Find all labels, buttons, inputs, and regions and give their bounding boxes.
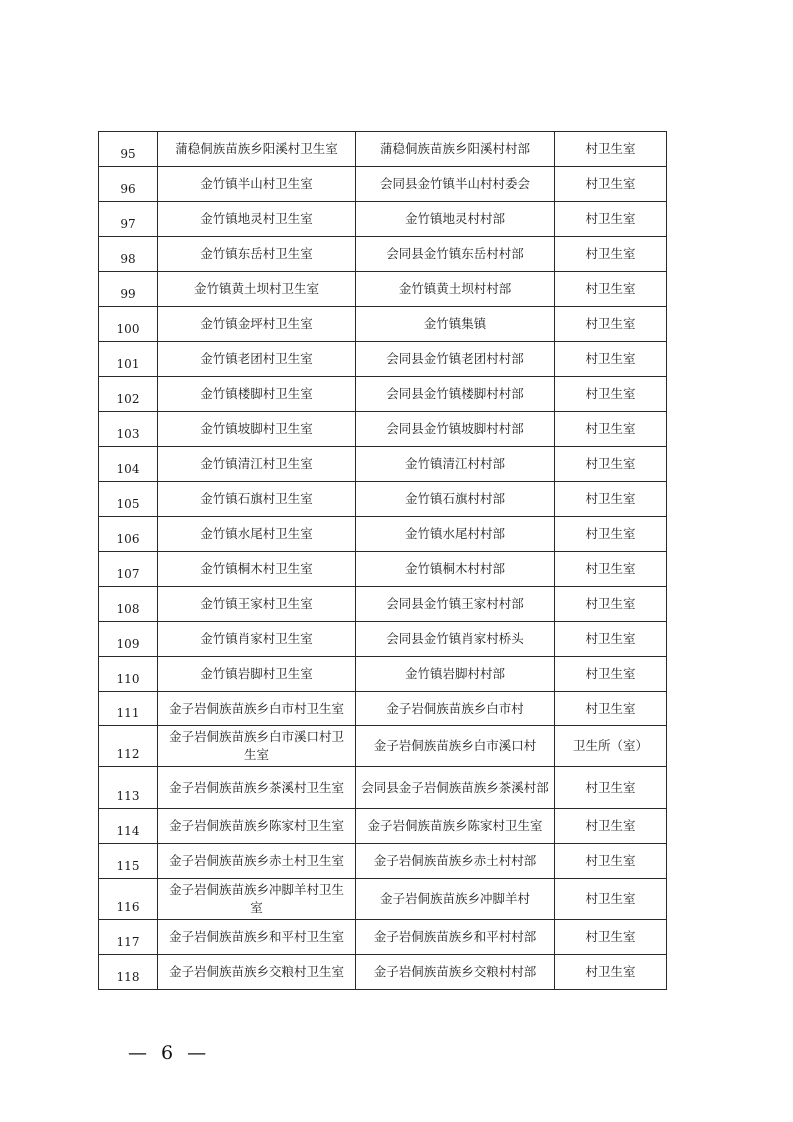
- facility-name: 金子岩侗族苗族乡陈家村卫生室: [158, 809, 356, 844]
- facility-type: 村卫生室: [555, 879, 667, 920]
- table-row: [99, 307, 667, 342]
- page-number: — 6 —: [128, 1042, 211, 1064]
- row-number: 115: [99, 844, 158, 879]
- table-row: [99, 726, 667, 767]
- row-number: 96: [99, 167, 158, 202]
- facility-table: [98, 131, 667, 990]
- table-row: [99, 657, 667, 692]
- facility-name: 金竹镇清江村卫生室: [158, 447, 356, 482]
- facility-address: 金竹镇集镇: [356, 307, 555, 342]
- facility-type: 村卫生室: [555, 955, 667, 990]
- facility-type: 村卫生室: [555, 447, 667, 482]
- facility-name: 金子岩侗族苗族乡交粮村卫生室: [158, 955, 356, 990]
- facility-type: 村卫生室: [555, 920, 667, 955]
- facility-name: 金竹镇王家村卫生室: [158, 587, 356, 622]
- facility-name: 金竹镇坡脚村卫生室: [158, 412, 356, 447]
- row-number: 99: [99, 272, 158, 307]
- facility-name: 金竹镇东岳村卫生室: [158, 237, 356, 272]
- row-number: 107: [99, 552, 158, 587]
- table-row: [99, 412, 667, 447]
- facility-address: 金子岩侗族苗族乡白市溪口村: [356, 726, 555, 767]
- facility-name: 金子岩侗族苗族乡赤土村卫生室: [158, 844, 356, 879]
- facility-address: 金竹镇清江村村部: [356, 447, 555, 482]
- facility-address: 金子岩侗族苗族乡陈家村卫生室: [356, 809, 555, 844]
- facility-table-body: [99, 132, 667, 990]
- facility-type: 村卫生室: [555, 167, 667, 202]
- table-row: [99, 920, 667, 955]
- facility-address: 金子岩侗族苗族乡冲脚羊村: [356, 879, 555, 920]
- table-row: [99, 552, 667, 587]
- row-number: 98: [99, 237, 158, 272]
- facility-type: 村卫生室: [555, 272, 667, 307]
- row-number: 114: [99, 809, 158, 844]
- table-row: [99, 622, 667, 657]
- facility-address: 金子岩侗族苗族乡赤土村村部: [356, 844, 555, 879]
- facility-address: 会同县金竹镇老团村村部: [356, 342, 555, 377]
- facility-address: 金子岩侗族苗族乡和平村村部: [356, 920, 555, 955]
- facility-address: 蒲稳侗族苗族乡阳溪村村部: [356, 132, 555, 167]
- facility-name: 金竹镇老团村卫生室: [158, 342, 356, 377]
- facility-type: 村卫生室: [555, 809, 667, 844]
- facility-type: 村卫生室: [555, 412, 667, 447]
- row-number: 95: [99, 132, 158, 167]
- facility-address: 金竹镇岩脚村村部: [356, 657, 555, 692]
- facility-address: 会同县金竹镇东岳村村部: [356, 237, 555, 272]
- facility-name: 金子岩侗族苗族乡茶溪村卫生室: [158, 767, 356, 809]
- facility-address: 会同县金竹镇半山村村委会: [356, 167, 555, 202]
- facility-name: 金竹镇桐木村卫生室: [158, 552, 356, 587]
- row-number: 118: [99, 955, 158, 990]
- facility-name: 金竹镇石旗村卫生室: [158, 482, 356, 517]
- row-number: 110: [99, 657, 158, 692]
- facility-name: 金竹镇半山村卫生室: [158, 167, 356, 202]
- facility-type: 村卫生室: [555, 237, 667, 272]
- row-number: 100: [99, 307, 158, 342]
- facility-address: 金竹镇地灵村村部: [356, 202, 555, 237]
- facility-name: 金子岩侗族苗族乡白市溪口村卫生室: [158, 726, 356, 767]
- row-number: 97: [99, 202, 158, 237]
- table-row: [99, 342, 667, 377]
- row-number: 111: [99, 692, 158, 726]
- table-row: [99, 237, 667, 272]
- facility-type: 卫生所（室）: [555, 726, 667, 767]
- facility-address: 金竹镇黄土坝村村部: [356, 272, 555, 307]
- row-number: 104: [99, 447, 158, 482]
- facility-type: 村卫生室: [555, 132, 667, 167]
- facility-type: 村卫生室: [555, 767, 667, 809]
- facility-address: 金竹镇桐木村村部: [356, 552, 555, 587]
- table-row: [99, 517, 667, 552]
- facility-name: 金竹镇水尾村卫生室: [158, 517, 356, 552]
- facility-name: 金子岩侗族苗族乡冲脚羊村卫生室: [158, 879, 356, 920]
- facility-type: 村卫生室: [555, 342, 667, 377]
- row-number: 101: [99, 342, 158, 377]
- facility-address: 会同县金竹镇王家村村部: [356, 587, 555, 622]
- table-row: [99, 879, 667, 920]
- facility-type: 村卫生室: [555, 377, 667, 412]
- facility-name: 金竹镇肖家村卫生室: [158, 622, 356, 657]
- table-row: [99, 132, 667, 167]
- facility-address: 金子岩侗族苗族乡交粮村村部: [356, 955, 555, 990]
- facility-name: 蒲稳侗族苗族乡阳溪村卫生室: [158, 132, 356, 167]
- row-number: 105: [99, 482, 158, 517]
- facility-type: 村卫生室: [555, 844, 667, 879]
- table-row: [99, 767, 667, 809]
- table-row: [99, 202, 667, 237]
- row-number: 106: [99, 517, 158, 552]
- facility-address: 会同县金竹镇肖家村桥头: [356, 622, 555, 657]
- facility-type: 村卫生室: [555, 587, 667, 622]
- table-row: [99, 447, 667, 482]
- facility-type: 村卫生室: [555, 552, 667, 587]
- facility-type: 村卫生室: [555, 482, 667, 517]
- facility-type: 村卫生室: [555, 517, 667, 552]
- facility-type: 村卫生室: [555, 202, 667, 237]
- facility-type: 村卫生室: [555, 307, 667, 342]
- facility-name: 金竹镇地灵村卫生室: [158, 202, 356, 237]
- table-row: [99, 587, 667, 622]
- facility-name: 金子岩侗族苗族乡白市村卫生室: [158, 692, 356, 726]
- table-row: [99, 809, 667, 844]
- row-number: 117: [99, 920, 158, 955]
- facility-name: 金竹镇金坪村卫生室: [158, 307, 356, 342]
- facility-name: 金竹镇楼脚村卫生室: [158, 377, 356, 412]
- facility-name: 金竹镇黄土坝村卫生室: [158, 272, 356, 307]
- table-row: [99, 167, 667, 202]
- row-number: 109: [99, 622, 158, 657]
- facility-name: 金子岩侗族苗族乡和平村卫生室: [158, 920, 356, 955]
- facility-address: 会同县金竹镇楼脚村村部: [356, 377, 555, 412]
- row-number: 108: [99, 587, 158, 622]
- facility-type: 村卫生室: [555, 692, 667, 726]
- row-number: 112: [99, 726, 158, 767]
- facility-type: 村卫生室: [555, 622, 667, 657]
- facility-address: 金子岩侗族苗族乡白市村: [356, 692, 555, 726]
- facility-type: 村卫生室: [555, 657, 667, 692]
- facility-address: 会同县金子岩侗族苗族乡茶溪村部: [356, 767, 555, 809]
- table-row: [99, 482, 667, 517]
- table-row: [99, 955, 667, 990]
- row-number: 116: [99, 879, 158, 920]
- table-row: [99, 272, 667, 307]
- table-row: [99, 377, 667, 412]
- facility-address: 金竹镇石旗村村部: [356, 482, 555, 517]
- row-number: 103: [99, 412, 158, 447]
- table-row: [99, 844, 667, 879]
- facility-name: 金竹镇岩脚村卫生室: [158, 657, 356, 692]
- row-number: 102: [99, 377, 158, 412]
- row-number: 113: [99, 767, 158, 809]
- facility-address: 金竹镇水尾村村部: [356, 517, 555, 552]
- facility-address: 会同县金竹镇坡脚村村部: [356, 412, 555, 447]
- table-row: [99, 692, 667, 726]
